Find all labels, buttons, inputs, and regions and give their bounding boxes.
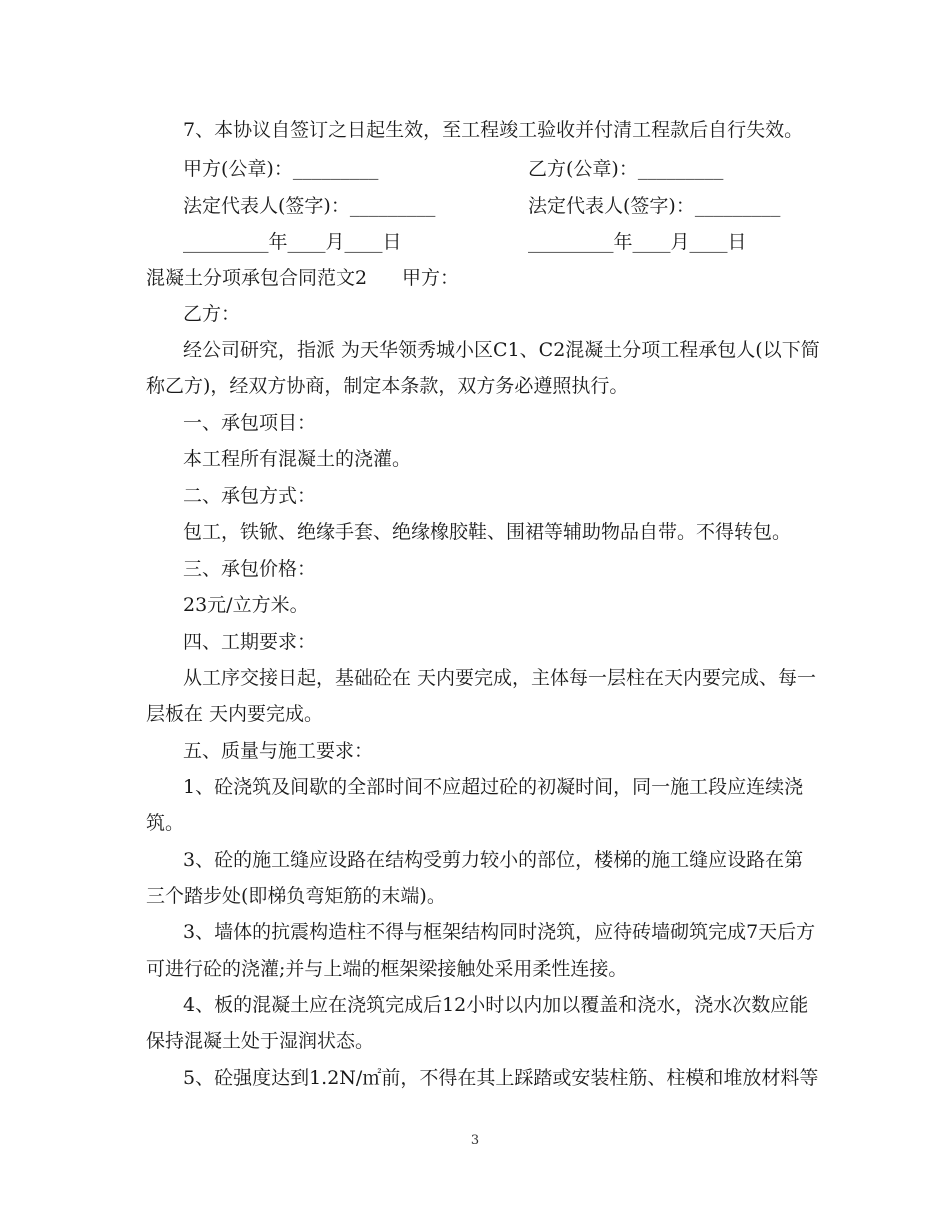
requirement-3-line-2: 可进行砼的浇灌;并与上端的框架梁接触处采用柔性连接。 xyxy=(146,958,628,980)
section-1-title: 一、承包项目： xyxy=(183,412,317,434)
requirement-3-line-1: 3、墙体的抗震构造柱不得与框架结构同时浇筑，应待砖墙砌筑完成7天后方 xyxy=(183,921,816,943)
requirement-1-line-1: 1、砼浇筑及间歇的全部时间不应超过砼的初凝时间，同一施工段应连续浇 xyxy=(183,776,804,798)
section-5-title: 五、质量与施工要求： xyxy=(183,740,374,762)
sample-heading: 混凝土分项承包合同范文2 xyxy=(146,267,368,289)
party-a-rep-line: 法定代表人(签字)：_________ xyxy=(183,195,436,217)
party-b-label: 乙方： xyxy=(183,303,241,325)
section-4-body-1: 从工序交接日起，基础砼在 天内要完成，主体每一层柱在天内要完成、每一 xyxy=(183,667,817,689)
intro-line-2: 称乙方)，经双方协商，制定本条款，双方务必遵照执行。 xyxy=(146,375,629,397)
requirement-2-line-2: 三个踏步处(即梯负弯矩筋的末端)。 xyxy=(146,885,446,907)
party-b-rep-line: 法定代表人(签字)：_________ xyxy=(528,195,781,217)
page-number: 3 xyxy=(470,1133,480,1148)
section-1-body: 本工程所有混凝土的浇灌。 xyxy=(183,448,412,470)
party-a-date-line: _________年____月____日 xyxy=(183,231,402,253)
requirement-4-line-1: 4、板的混凝土应在浇筑完成后12小时以内加以覆盖和浇水，浇水次数应能 xyxy=(183,994,809,1016)
requirement-4-line-2: 保持混凝土处于湿润状态。 xyxy=(146,1030,375,1052)
party-a-label: 甲方： xyxy=(402,267,460,289)
party-b-date-line: _________年____月____日 xyxy=(528,231,747,253)
party-a-seal-line: 甲方(公章)：_________ xyxy=(183,158,379,180)
requirement-5-line-1: 5、砼强度达到1.2N/㎡前，不得在其上踩踏或安装柱筋、柱模和堆放材料等 xyxy=(183,1067,819,1089)
section-4-body-2: 层板在 天内要完成。 xyxy=(146,703,324,725)
section-2-title: 二、承包方式： xyxy=(183,485,317,507)
section-4-title: 四、工期要求： xyxy=(183,631,317,653)
section-2-body: 包工，铁锨、绝缘手套、绝缘橡胶鞋、围裙等辅助物品自带。不得转包。 xyxy=(183,521,792,543)
intro-line-1: 经公司研究，指派 为天华领秀城小区C1、C2混凝土分项工程承包人(以下简 xyxy=(183,339,820,361)
party-b-seal-line: 乙方(公章)：_________ xyxy=(528,158,724,180)
requirement-2-line-1: 3、砼的施工缝应设路在结构受剪力较小的部位，楼梯的施工缝应设路在第 xyxy=(183,849,804,871)
section-3-title: 三、承包价格： xyxy=(183,558,317,580)
clause-7: 7、本协议自签订之日起生效，至工程竣工验收并付清工程款后自行失效。 xyxy=(183,119,804,141)
requirement-1-line-2: 筑。 xyxy=(146,812,185,834)
section-3-body: 23元/立方米。 xyxy=(183,594,309,616)
